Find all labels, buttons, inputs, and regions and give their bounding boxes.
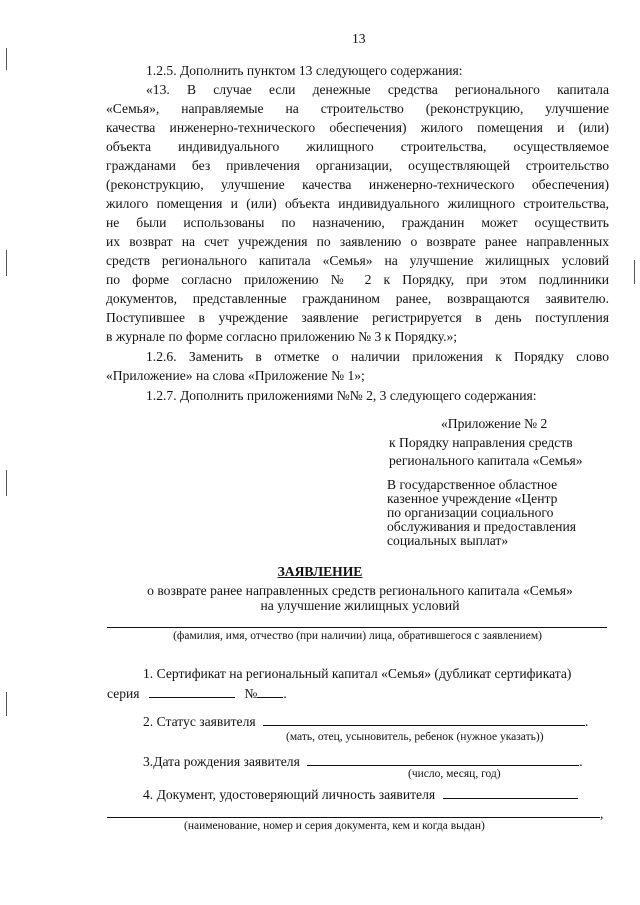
text-line: (реконструкцию, улучшение качества инженерно-технического обеспечения)	[106, 177, 609, 192]
item-4-hint: (наименование, номер и серия документа, кем и когда выдан)	[184, 820, 485, 832]
left-edge-line	[6, 250, 7, 276]
left-edge-line	[6, 692, 7, 716]
item-3-label: 3.Дата рождения заявителя	[143, 754, 300, 769]
addressee-line: социальных выплат»	[387, 533, 509, 548]
fio-hint: (фамилия, имя, отчество (при наличии) лица, обратившегося с заявлением)	[173, 630, 542, 642]
left-edge-line	[6, 470, 7, 496]
birth-date-field[interactable]	[307, 752, 579, 766]
appendix-title: «Приложение № 2	[441, 416, 548, 431]
item-4-label: 4. Документ, удостоверяющий личность заявителя	[143, 787, 436, 802]
document-field[interactable]	[443, 785, 578, 799]
addressee-line: обслуживания и предоставления	[387, 519, 576, 534]
item-2-hint: (мать, отец, усыновитель, ребенок (нужное указать))	[286, 731, 544, 743]
item-1-series: серия № .	[107, 686, 287, 701]
number-field[interactable]	[257, 684, 283, 698]
document-field-line2[interactable]: ,	[107, 804, 603, 823]
text-line: объекта индивидуального жилищного строительства, осуществляемое	[106, 139, 609, 154]
left-edge-line	[6, 48, 7, 70]
document-subheading: о возврате ранее направленных средств регионального капитала «Семья»	[147, 583, 573, 598]
text-line: Поступившее в учреждение заявление регистрируется в день поступления	[106, 310, 609, 325]
fio-line	[107, 627, 607, 628]
text-line: «Семья», направляемые на строительство (реконструкцию, улучшение	[106, 101, 609, 116]
intro-paragraph: 1.2.5. Дополнить пунктом 13 следующего содержания:	[146, 63, 463, 78]
text-line: их возврат на счет учреждения по заявлению о возврате ранее направленных	[106, 234, 609, 249]
item-1: 1. Сертификат на региональный капитал «Семья» (дубликат сертификата)	[143, 666, 572, 681]
addressee-line: В государственное областное	[387, 477, 558, 492]
text-line: жилого помещения и (или) объекта индивидуального жилищного строительства,	[106, 196, 609, 211]
text-line: в журнале по форме согласно приложению № 3 к Порядку.»;	[106, 329, 458, 344]
page-number: 13	[352, 31, 366, 46]
text-line: документов, представленные гражданином ранее, возвращаются заявителю.	[106, 291, 609, 306]
document-subheading: на улучшение жилищных условий	[260, 598, 460, 613]
item-4	[143, 785, 578, 804]
text-line: «13. В случае если денежные средства регионального капитала	[146, 82, 609, 97]
text-line: средств регионального капитала «Семья» на улучшение жилищных условий	[106, 253, 609, 268]
text-line: гражданами без привлечения организации, осуществляющей строительство	[106, 158, 609, 173]
paragraph-126-cont: «Приложение» на слова «Приложение № 1»;	[106, 368, 365, 383]
item-3-hint: (число, месяц, год)	[408, 768, 501, 780]
appendix-line: к Порядку направления средств	[389, 435, 573, 450]
text-line: по форме согласно приложению № 2 к Порядку, при этом подлинники	[106, 272, 609, 287]
status-field[interactable]	[263, 712, 585, 726]
item-3: 3.Дата рождения заявителя .	[143, 754, 583, 769]
series-label: серия	[107, 686, 140, 701]
paragraph-126: 1.2.6. Заменить в отметке о наличии приложения к Порядку слово	[146, 349, 609, 364]
item-2-label: 2. Статус заявителя	[143, 714, 256, 729]
number-label: №	[244, 686, 258, 701]
text-line: качества инженерно-технического обеспечения) жилого помещения и (или)	[106, 120, 609, 135]
appendix-line: регионального капитала «Семья»	[389, 453, 583, 468]
right-edge-line	[634, 260, 635, 284]
paragraph-127: 1.2.7. Дополнить приложениями №№ 2, 3 следующего содержания:	[146, 388, 537, 403]
series-field[interactable]	[149, 684, 235, 698]
addressee-line: по организации социального	[387, 505, 554, 520]
text-line: не были использованы по назначению, гражданин может осуществить	[106, 215, 609, 230]
item-2: 2. Статус заявителя .	[143, 714, 589, 729]
addressee-line: казенное учреждение «Центр	[387, 491, 558, 506]
document-heading: ЗАЯВЛЕНИЕ	[277, 564, 363, 579]
